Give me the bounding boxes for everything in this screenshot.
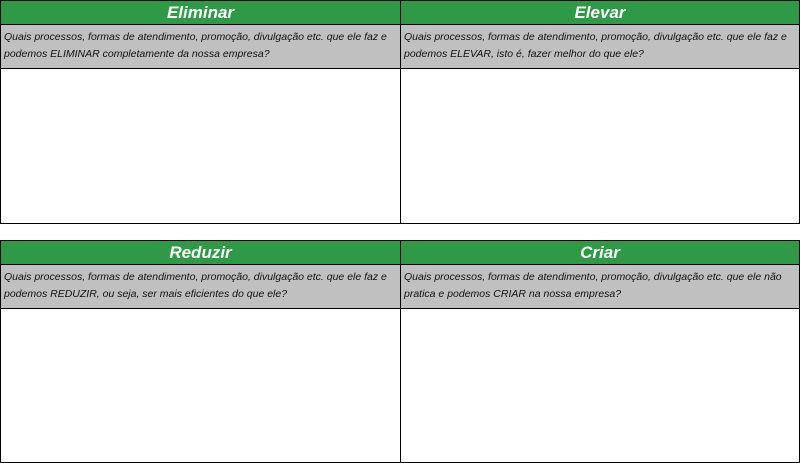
answer-area-elevar[interactable] xyxy=(401,69,799,223)
quadrant-title-criar: Criar xyxy=(401,241,799,265)
top-table xyxy=(0,0,800,224)
quadrant-title-elevar: Elevar xyxy=(401,1,799,25)
quadrant-title-reduzir: Reduzir xyxy=(1,241,400,265)
quadrant-elevar xyxy=(401,1,799,223)
answer-area-criar[interactable] xyxy=(401,309,799,462)
quadrant-reduzir xyxy=(1,241,401,462)
quadrant-question-criar: Quais processos, formas de atendimento, promoção, divulgação etc. que ele não pratica e podemos CRIAR na nossa empresa? xyxy=(401,265,799,309)
quadrant-question-reduzir: Quais processos, formas de atendimento, promoção, divulgação etc. que ele faz e podemos REDUZIR, ou seja, ser mais eficientes do que ele? xyxy=(1,265,400,309)
quadrant-question-elevar: Quais processos, formas de atendimento, promoção, divulgação etc. que ele faz e podemos ELEVAR, isto é, fazer melhor do que ele? xyxy=(401,25,799,69)
answer-area-reduzir[interactable] xyxy=(1,309,400,462)
quadrant-title-eliminar: Eliminar xyxy=(1,1,400,25)
quadrant-question-eliminar: Quais processos, formas de atendimento, promoção, divulgação etc. que ele faz e podemos ELIMINAR completamente da nossa empresa? xyxy=(1,25,400,69)
answer-area-eliminar[interactable] xyxy=(1,69,400,223)
quadrant-criar xyxy=(401,241,799,462)
bottom-table xyxy=(0,240,800,463)
quadrant-eliminar xyxy=(1,1,401,223)
